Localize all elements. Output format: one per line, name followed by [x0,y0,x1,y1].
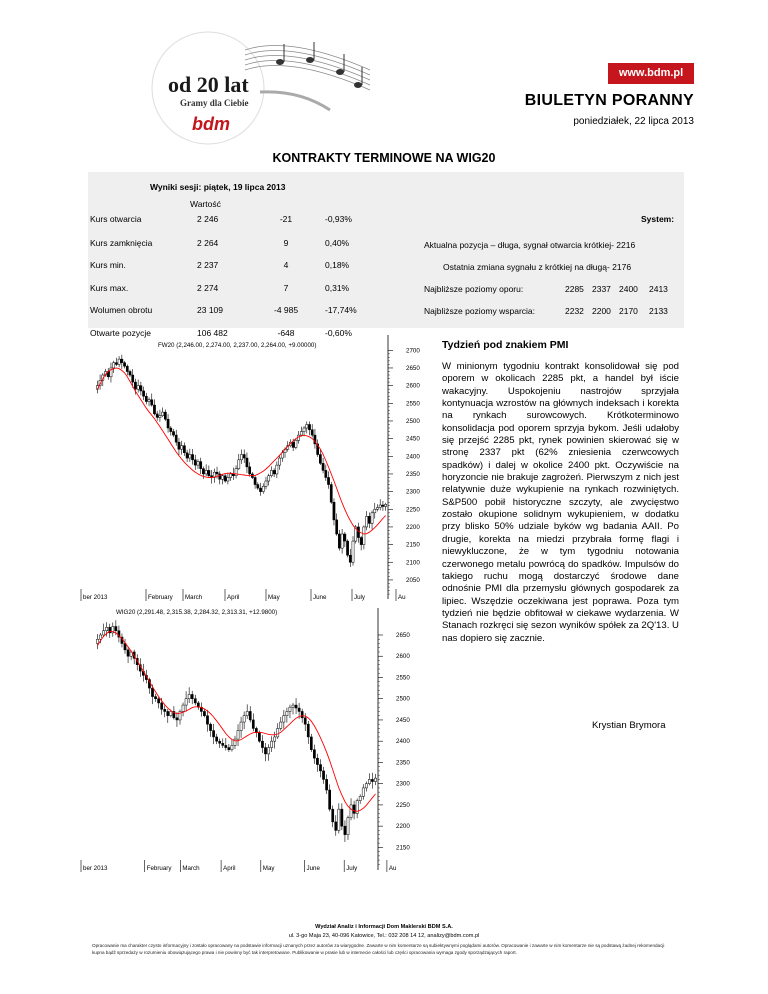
candle [216,734,218,744]
candle [154,694,156,702]
candle [249,706,251,722]
candle [300,427,302,437]
support-level: 2170 [619,306,638,316]
candle [179,709,181,724]
candle [249,462,251,476]
candle [103,624,105,637]
session-row-pct: -17,74% [325,305,357,315]
candle [379,499,381,510]
candle [129,370,131,377]
candle [344,820,346,842]
candle [107,368,109,380]
y-tick-label: 2450 [396,716,410,724]
session-row-value: 2 246 [197,214,219,224]
candle [227,473,229,485]
session-row-pct: -0,93% [325,214,352,224]
support-level: 2133 [649,306,668,316]
candle [295,698,297,714]
y-tick-label: 2450 [406,435,420,443]
candle [314,429,316,449]
candle [158,697,160,709]
candle [182,703,184,717]
candle [268,474,270,486]
session-row-pct: -0,60% [325,328,352,338]
candle [352,536,354,565]
session-row-change: -21 [279,214,293,224]
candle [243,449,245,463]
candle [341,529,343,554]
candle [172,429,174,437]
candle [319,450,321,465]
candle [362,784,364,800]
candle [322,458,324,474]
session-row-change: -4 985 [274,305,299,315]
x-tick-label: July [354,594,366,601]
candle [167,709,169,723]
session-table [88,172,684,328]
candle [175,430,177,446]
candle [240,450,242,464]
article-author: Krystian Brymora [592,720,666,731]
resistance-level: 2285 [565,284,584,294]
candle [357,523,359,543]
candle [254,475,256,489]
candle [347,816,349,840]
candle [307,721,309,744]
candle [341,803,343,830]
y-tick-label: 2050 [406,576,420,584]
x-tick-label: ber 2013 [83,594,108,601]
candle [344,532,346,547]
x-tick-label: April [227,594,240,601]
session-row-value: 2 237 [197,260,219,270]
y-tick-label: 2500 [396,695,410,703]
candle [306,422,308,434]
candle [183,443,185,456]
support-level: 2200 [592,306,611,316]
y-tick-label: 2550 [406,400,420,408]
logo-text: od 20 lat [168,72,249,97]
x-tick-label: April [223,865,236,872]
section-title: KONTRAKTY TERMINOWE NA WIG20 [272,151,496,165]
candle [259,483,261,496]
candle [221,474,223,484]
candle [194,695,196,705]
candle [206,710,208,732]
resistance-level: 2413 [649,284,668,294]
bulletin-date: poniedziałek, 22 lipca 2013 [573,116,694,127]
candle [126,364,128,375]
candle [240,717,242,738]
candle [113,361,115,373]
candle [310,734,312,752]
candle [191,691,193,704]
y-tick-label: 2300 [396,780,410,788]
candle [366,511,368,530]
article-body [442,361,679,645]
candle [156,411,158,421]
candle [365,781,367,791]
y-tick-label: 2300 [406,488,420,496]
x-tick-label: Au [398,594,406,601]
candle [162,407,164,417]
candle [209,722,211,736]
session-row-label: Kurs otwarcia [90,214,142,224]
session-row-pct: 0,18% [325,260,350,270]
candle [376,504,378,511]
y-tick-label: 2150 [406,541,420,549]
candle [145,393,147,405]
bdm-brand-icon [190,112,250,136]
session-row-value: 23 109 [197,305,223,315]
candle [326,775,328,795]
y-tick-label: 2200 [406,523,420,531]
candle [374,774,376,785]
candle [148,397,150,406]
session-title: Wyniki sesji: piątek, 19 lipca 2013 [150,182,286,192]
resistance-label: Najbliższe poziomy oporu: [424,284,524,294]
candle [338,530,340,551]
candle [167,414,169,432]
session-row-pct: 0,31% [325,283,350,293]
candle [308,421,310,435]
candle [200,703,202,717]
candle [270,466,272,477]
candle [243,711,245,728]
candle [264,743,266,761]
candle [333,498,335,525]
candle [142,387,144,401]
candle [231,740,233,752]
candle [200,458,202,474]
candle [189,449,191,462]
candle [238,454,240,470]
y-tick-label: 2400 [396,738,410,746]
support-level: 2232 [565,306,584,316]
session-row-label: Kurs zamknięcia [90,238,153,248]
svg-text:bdm: bdm [192,114,230,134]
candle [186,450,188,462]
candle [109,624,111,638]
candle [311,424,313,437]
candle [286,708,288,723]
session-row-label: Otwarte pozycje [90,328,151,338]
candle [110,363,112,383]
candle [225,738,227,751]
candle [338,803,340,833]
session-row-label: Kurs min. [90,260,126,270]
candle [280,717,282,731]
candle [164,705,166,717]
fw20-chart [83,333,428,608]
y-tick-label: 2650 [396,631,410,639]
candle [317,439,319,456]
x-tick-label: ber 2013 [83,865,108,872]
system-header: System: [641,214,675,224]
chart-title: FW20 (2,246.00, 2,274.00, 2,237.00, 2,264.00, +9.00000) [158,342,317,349]
candle [219,471,221,484]
candle [360,536,362,550]
y-tick-label: 2150 [396,844,410,852]
candle [121,634,123,648]
session-row-pct: 0,40% [325,238,350,248]
candle [385,503,387,511]
candle [271,736,273,752]
x-tick-label: June [313,594,327,601]
x-tick-label: Au [388,865,397,872]
candle [205,464,207,476]
candle [224,474,226,483]
y-tick-label: 2350 [406,470,420,478]
y-tick-label: 2100 [406,559,420,567]
candle [159,410,161,422]
candle [316,754,318,772]
candle [197,701,199,710]
candle [188,687,190,703]
candle [164,410,166,422]
candle [140,382,142,396]
candle [382,501,384,511]
session-row-change: 9 [283,238,289,248]
candle [118,626,120,643]
y-tick-label: 2400 [406,453,420,461]
candle [153,399,155,415]
x-tick-label: March [185,594,203,601]
candle [191,449,193,465]
system-last-change: Ostatnia zmiana sygnału z krótkiej na długą- 2176 [443,262,632,272]
candle [265,477,267,489]
candle [151,394,153,407]
candle [237,724,239,746]
candle [278,456,280,470]
logo-subtitle: Gramy dla Ciebie [180,98,249,108]
x-tick-label: May [268,594,280,601]
candle [118,356,120,367]
session-row-value: 106 482 [197,328,228,338]
candle [368,773,370,785]
session-row-label: Kurs max. [90,283,129,293]
candle [277,723,279,739]
candle [261,735,263,753]
candle [194,455,196,470]
session-row-change: 4 [283,260,289,270]
candle [234,736,236,749]
candle [170,426,172,435]
candle [276,462,278,479]
candle [322,767,324,784]
candle [368,512,370,528]
candle [289,705,291,718]
candle [283,710,285,729]
website-url[interactable]: www.bdm.pl [608,63,694,84]
candle [96,634,98,649]
x-tick-label: June [306,865,320,872]
x-tick-label: February [146,865,172,872]
candle [273,468,275,477]
y-tick-label: 2650 [406,364,420,372]
candle [246,453,248,474]
value-header: Wartość [190,199,221,209]
bdm-logo [150,30,380,150]
y-tick-label: 2500 [406,417,420,425]
y-tick-label: 2600 [406,382,420,390]
candle [335,815,337,836]
candle [127,647,129,663]
article-text: W minionym tygodniu kontrakt konsolidował się pod oporem w okolicach 2285 pkt, a handel był iście wakacyjny. Uspokojeniu nastrojów sprzyjała kontynuacja wzrostów na głównych indeksach i korekta na rynkach surowcowych. Krótkoterminowo konsolidacja pod oporem sprzyja bykom. Jeśli udałoby się przejść 2285 pkt, rynek powinien skierować się w stronę 2337 pkt (62% zniesienia czerwcowych spadków) i dalej w okolice 2400 pkt. Oczywiście na horyzoncie nie brakuje zagrożeń. Pierwszym z nich jest relatywnie duże wykupienie na rynkach rozwiniętych. S&P500 pobił historyczne szczyty, ale zwycięstwo zostało okupione solidnym wykupieniem, w dodatku przy blisko 50% udziale byków wg badania AAII. Po drugie, korekta na miedzi przybrała formę flagi i niewykluczone, że w tym tygodniu notowania czerwonego metalu powrócą do spadków. Impulsów do takiego ruchu mogą dostarczyć środowe dane odnośnie PMI dla przemysłu głównych gospodarek za lipiec. Wszędzie oczekiwana jest poprawa. Poza tym tydzień nie będzie obfitował w ciekawe wydarzenia. W Stanach rozkręci się sezon wyników spółek za 2Q'13. U nas dopiero się zacznie. [442,361,679,644]
chart-title: WIG20 (2,291.48, 2,315.38, 2,284.32, 2,313.31, +12.9800) [116,609,278,616]
moving-average-line [98,632,376,812]
candle [212,724,214,744]
candle [178,438,180,455]
support-label: Najbliższe poziomy wsparcia: [424,306,536,316]
x-tick-label: February [148,594,173,601]
session-row-label: Wolumen obrotu [90,305,153,315]
candle [267,744,269,760]
candle [371,773,373,789]
candle [319,759,321,777]
article-title: Tydzień pod znakiem PMI [442,339,569,351]
y-tick-label: 2700 [406,347,420,355]
candle [356,798,358,818]
y-tick-label: 2200 [396,823,410,831]
candle [329,784,331,811]
candle [181,441,183,455]
candle [371,510,373,529]
candle [257,482,259,490]
system-position: Aktualna pozycja – długa, sygnał otwarcia krótkiej- 2216 [424,240,636,250]
candle [185,691,187,711]
session-row-change: 7 [283,283,289,293]
candle [346,539,348,557]
y-tick-label: 2250 [406,506,420,514]
x-tick-label: March [182,865,200,872]
candle [197,459,199,469]
candle [262,483,264,493]
candle [292,703,294,714]
candle [137,380,139,393]
wig20-chart [83,608,428,878]
candle [219,739,221,748]
candle [123,361,125,369]
session-row-value: 2 274 [197,283,219,293]
candle [222,738,224,748]
candle [313,745,315,764]
candle [252,713,254,731]
candle [235,465,237,478]
candle [228,744,230,752]
candle [336,514,338,536]
candle [359,794,361,804]
session-row-value: 2 264 [197,238,219,248]
y-tick-label: 2250 [396,801,410,809]
candle [349,549,351,567]
footer-disclaimer: Opracowanie ma charakter czysto informacyjny i zostało opracowany na podstawie informacji uznanych przez autorów za wiarygodne. Zawarte w nim komentarze są subiektywnymi poglądami autorów. Opracowanie i zawarte w nim komentarze nie są podstawą żadnej rekomendacji kupna bądź sprzedaży w rozumieniu obowiązującego prawa i nie powinny być tak interpretowane. Publikowanie w prasie lub w internecie całości lub części opracowania wymaga zgody sporządzających raport. [92,943,665,955]
session-row-change: -648 [277,328,295,338]
y-tick-label: 2350 [396,759,410,767]
candle [332,806,334,828]
candle [115,358,117,366]
bulletin-title: BIULETYN PORANNY [524,92,694,109]
candle [327,471,329,488]
candle [121,355,123,369]
candle [176,712,178,727]
resistance-level: 2337 [592,284,611,294]
resistance-level: 2400 [619,284,638,294]
candle [330,482,332,504]
candle [325,465,327,481]
candle [213,469,215,483]
y-tick-label: 2550 [396,674,410,682]
x-tick-label: May [262,865,275,872]
footer-department: Wydział Analiz i Informacji Dom Maklerski BDM S.A. [315,924,453,930]
y-tick-label: 2600 [396,653,410,661]
candle [208,465,210,477]
candle [363,525,365,549]
candle [210,470,212,484]
footer-address: ul. 3-go Maja 23, 40-096 Katowice, Tel.: 032 208 14 12, analizy@bdm.com.pl [288,933,480,939]
candle [303,426,305,436]
candle [112,622,114,636]
candle [246,704,248,719]
x-tick-label: July [346,865,358,872]
candle [374,503,376,519]
